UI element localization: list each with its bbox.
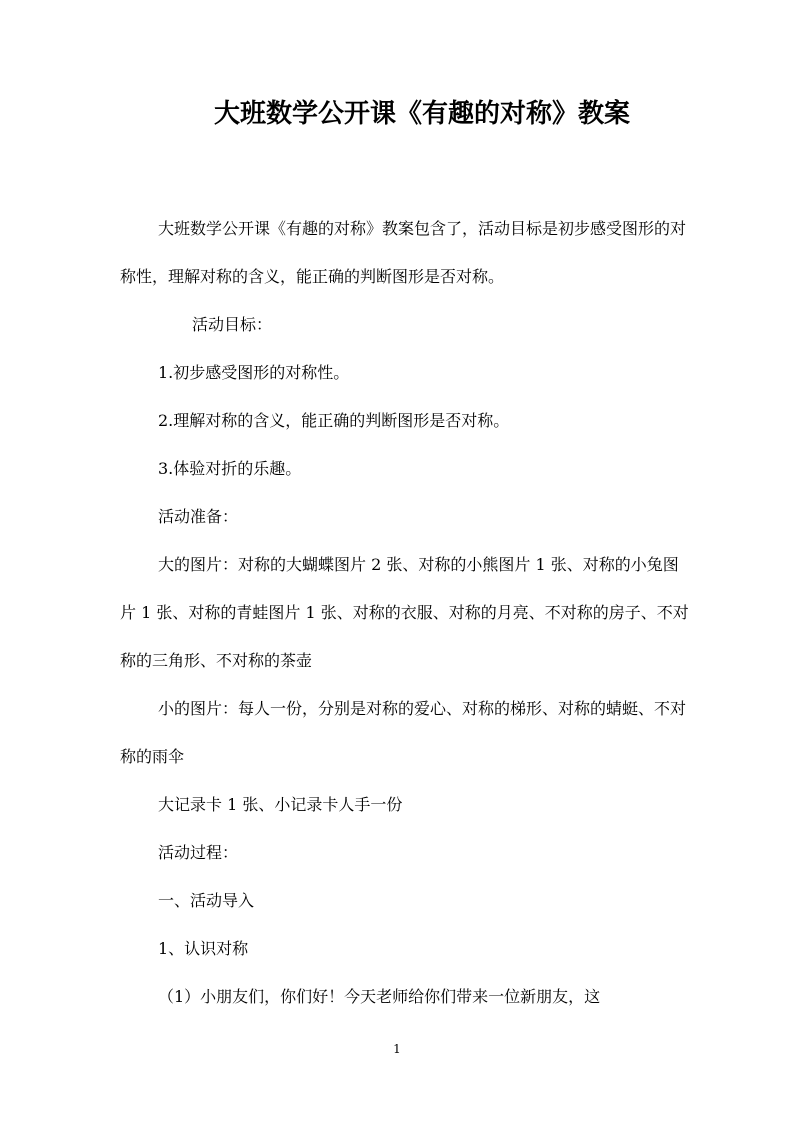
objectives-heading: 活动目标： bbox=[192, 315, 273, 334]
objective-item-1: 1.初步感受图形的对称性。 bbox=[158, 363, 350, 382]
record-cards-paragraph: 大记录卡 1 张、小记录卡人手一份 bbox=[158, 795, 403, 814]
intro-paragraph: 大班数学公开课《有趣的对称》教案包含了，活动目标是初步感受图形的对称性，理解对称的含义，能正确的判断图形是否对称。 bbox=[120, 219, 687, 286]
subsection-recognize-symmetry: 1、认识对称 bbox=[158, 939, 249, 958]
process-step-1: （1）小朋友们，你们好！今天老师给你们带来一位新朋友，这 bbox=[158, 987, 601, 1006]
objective-item-3: 3.体验对折的乐趣。 bbox=[158, 459, 302, 478]
small-pictures-paragraph: 小的图片：每人一份，分别是对称的爱心、对称的梯形、对称的蜻蜓、不对称的雨伞 bbox=[120, 699, 687, 766]
section-intro-heading: 一、活动导入 bbox=[158, 891, 255, 910]
process-heading: 活动过程： bbox=[158, 843, 239, 862]
document-body bbox=[120, 205, 690, 1021]
preparation-heading: 活动准备： bbox=[158, 507, 239, 526]
large-pictures-paragraph: 大的图片：对称的大蝴蝶图片 2 张、对称的小熊图片 1 张、对称的小兔图片 1 张、对称的青蛙图片 1 张、对称的衣服、对称的月亮、不对称的房子、不对称的三角形、不对称的茶壶 bbox=[120, 555, 689, 670]
page-number: 1 bbox=[393, 1042, 401, 1056]
document-title: 大班数学公开课《有趣的对称》教案 bbox=[213, 99, 630, 129]
objective-item-2: 2.理解对称的含义，能正确的判断图形是否对称。 bbox=[158, 411, 510, 430]
